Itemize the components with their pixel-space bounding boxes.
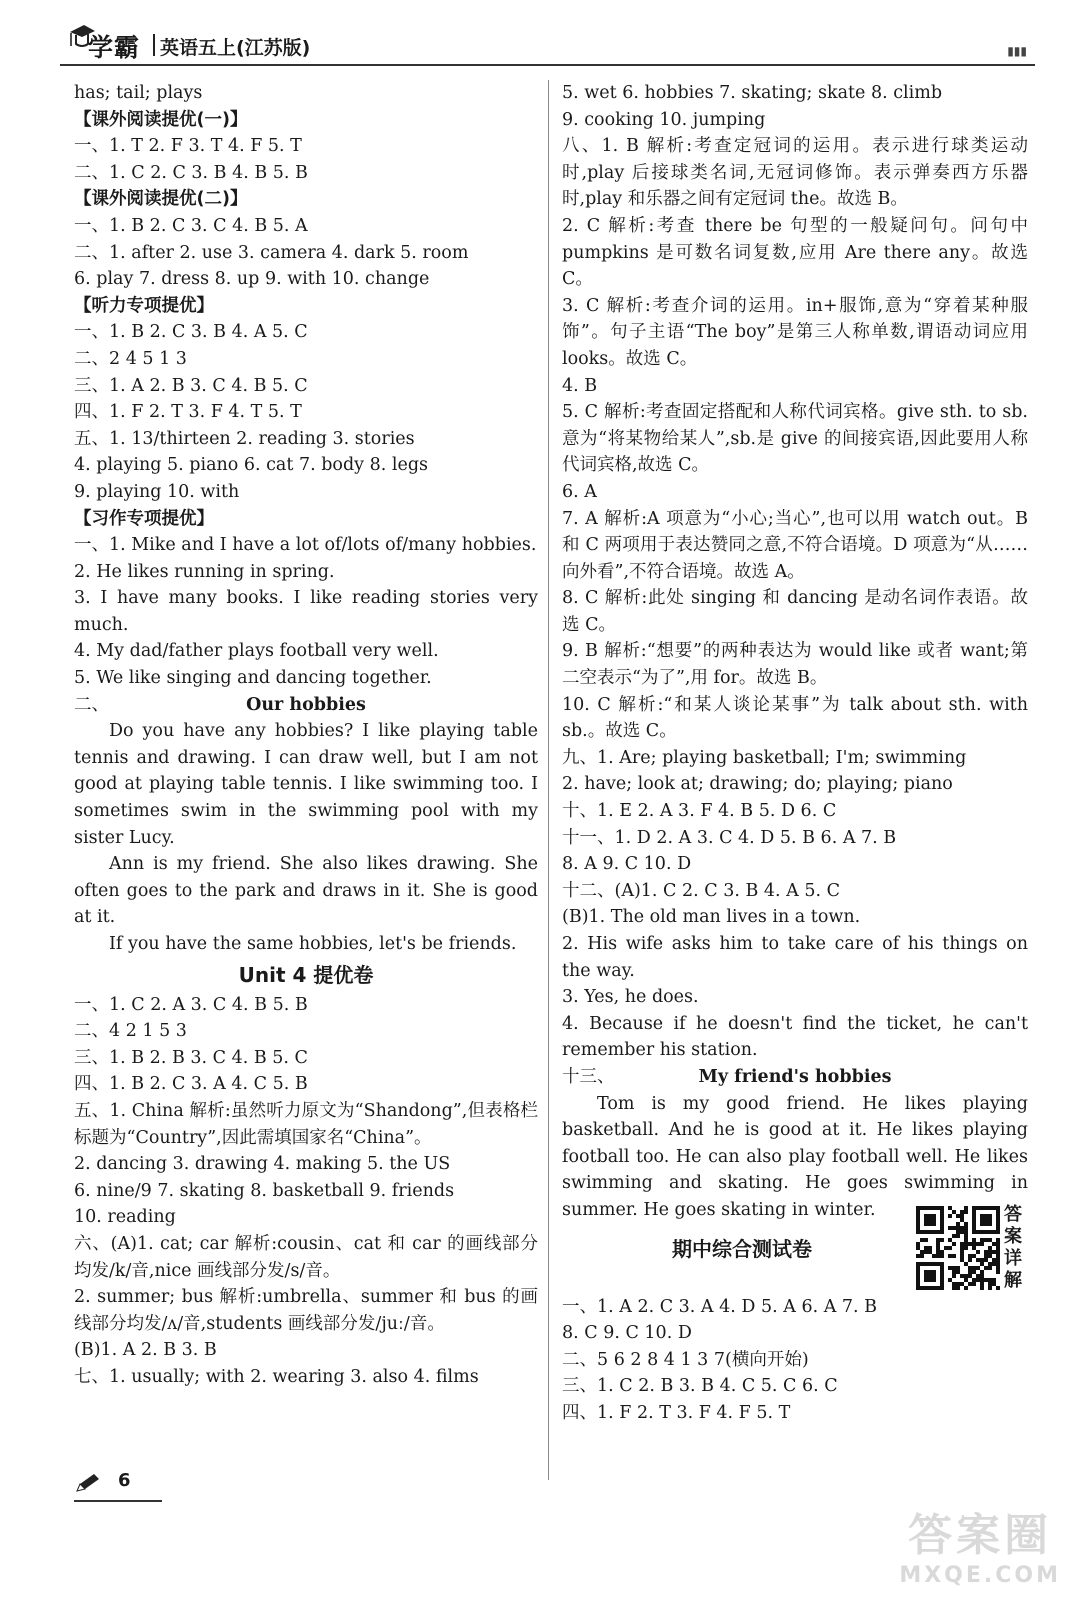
answer-line: 四、1. B 2. C 3. A 4. C 5. B [74, 1074, 308, 1095]
answer-line: 4. playing 5. piano 6. cat 7. body 8. legs [74, 455, 429, 476]
answer-line: 四、1. F 2. T 3. F 4. T 5. T [74, 402, 302, 423]
answer-line: 4. B [562, 375, 598, 396]
answer-line: 二、1. C 2. C 3. B 4. B 5. B [74, 162, 308, 183]
section-number: 二、 [74, 694, 109, 715]
answer-line: 一、1. C 2. A 3. C 4. B 5. B [74, 994, 308, 1015]
answer-line: 2. He likes running in spring. [74, 561, 335, 582]
answer-line: 9. cooking 10. jumping [562, 109, 766, 130]
answer-text: 3. I have many books. I like reading stories very much. [74, 588, 538, 635]
answer-line: 2. have; look at; drawing; do; playing; piano [562, 774, 953, 795]
book-title: 英语五上(江苏版) [160, 37, 311, 59]
answer-text: 八、1. B 解析:考查定冠词的运用。表示进行球类运动时,play 后接球类名词,无冠词修饰。表示弹奏西方乐器时,play 和乐器之间有定冠词 the。故选 B。 [562, 136, 1028, 210]
essay-paragraph: Tom is my good friend. He likes playing basketball. And he is good at it. He likes playing football too. He can also play football well. He likes swimming and skating. He goes swimming in summer. He goes skating in winter. [562, 1093, 1028, 1220]
page-footer [74, 1468, 162, 1502]
pencil-icon [74, 1472, 102, 1494]
answer-text: 五、1. China 解析:虽然听力原文为“Shandong”,但表格栏标题为“Country”,因此需填国家名“China”。 [74, 1100, 538, 1148]
answer-text: 10. C 解析:“和某人谈论某事”为 talk about sth. with sb.。故选 C。 [562, 694, 1028, 742]
section-number: 十三、 [562, 1066, 615, 1087]
answer-line: 一、1. A 2. C 3. A 4. D 5. A 6. A 7. B [562, 1296, 878, 1317]
answer-text: 5. C 解析:考查固定搭配和人称代词宾格。give sth. to sb. 意为“将某物给某人”,sb.是 give 的间接宾语,因此要用人称代词宾格,故选 C。 [562, 402, 1028, 476]
essay-heading [562, 1064, 1028, 1091]
essay-paragraph: Ann is my friend. She also likes drawing. She often goes to the park and draws in it. She is good at it. [74, 854, 538, 928]
essay-paragraph: Do you have any hobbies? I like playing table tennis and drawing. I can draw well, but I am not good at playing table tennis. I like swimming too. I sometimes swim in the swimming pool with my sister Lucy. [74, 721, 538, 848]
essay-paragraph: If you have the same hobbies, let's be friends. [109, 934, 517, 954]
answer-text: 9. B 解析:“想要”的两种表达为 would like 或者 want;第二空表示“为了”,用 for。故选 B。 [562, 641, 1028, 689]
answer-text: 六、(A)1. cat; car 解析:cousin、cat 和 car 的画线部分均发/k/音,nice 画线部分发/s/音。 [74, 1233, 538, 1281]
qr-code-icon[interactable] [916, 1206, 1000, 1290]
answer-line: 3. Yes, he does. [562, 987, 699, 1008]
answer-line: 十二、(A)1. C 2. C 3. B 4. A 5. C [562, 880, 841, 901]
watermark [899, 1499, 1061, 1588]
answer-line: 五、1. 13/thirteen 2. reading 3. stories [74, 428, 415, 449]
answer-line: has; tail; plays [74, 83, 203, 103]
answer-text: 3. C 解析:考查介词的运用。in+服饰,意为“穿着某种服饰”。句子主语“The boy”是第三人称单数,谓语动词应用 looks。故选 C。 [562, 295, 1028, 369]
section-heading: 【听力专项提优】 [74, 295, 214, 316]
answer-line: 十、1. E 2. A 3. F 4. B 5. D 6. C [562, 801, 837, 822]
answer-line: (B)1. The old man lives in a town. [562, 907, 861, 928]
essay-title: My friend's hobbies [698, 1066, 892, 1087]
answer-line: 5. We like singing and dancing together. [74, 668, 432, 689]
answer-line: 七、1. usually; with 2. wearing 3. also 4. films [74, 1366, 479, 1387]
answer-line: 九、1. Are; playing basketball; I'm; swimming [562, 747, 967, 768]
column-divider [548, 80, 549, 1480]
brand-logo: 学霸 [88, 33, 141, 62]
essay-title: Our hobbies [246, 694, 366, 715]
qr-label: 答案详解 [1004, 1203, 1022, 1291]
answer-line: 一、1. T 2. F 3. T 4. F 5. T [74, 136, 302, 157]
answer-line: 十一、1. D 2. A 3. C 4. D 5. B 6. A 7. B [562, 827, 897, 848]
section-heading: 【习作专项提优】 [74, 508, 214, 529]
corner-mark-icon: ▮▮▮ [1007, 44, 1027, 58]
answer-text: 2. summer; bus 解析:umbrella、summer 和 bus 的画线部分均发/ʌ/音,students 画线部分发/juː/音。 [74, 1287, 538, 1334]
answer-line: 二、4 2 1 5 3 [74, 1021, 187, 1042]
answer-line: (B)1. A 2. B 3. B [74, 1340, 217, 1361]
answer-line: 6. nine/9 7. skating 8. basketball 9. friends [74, 1180, 455, 1201]
right-column [562, 80, 1028, 1427]
answer-line: 6. play 7. dress 8. up 9. with 10. change [74, 269, 430, 290]
answer-text: 2. C 解析:考查 there be 句型的一般疑问句。问句中 pumpkins 是可数名词复数,应用 Are there any。故选 C。 [562, 215, 1028, 290]
test-title-row [562, 1203, 1028, 1294]
title-separator [153, 34, 155, 56]
answer-text: 8. C 解析:此处 singing 和 dancing 是动名词作表语。故选 C。 [562, 588, 1028, 635]
answer-line: 6. A [562, 481, 597, 502]
test-title: 期中综合测试卷 [672, 1236, 812, 1261]
answer-line: 三、1. A 2. B 3. C 4. B 5. C [74, 375, 308, 396]
section-heading: 【课外阅读提优(二)】 [74, 189, 248, 210]
answer-line: 2. dancing 3. drawing 4. making 5. the US [74, 1154, 451, 1175]
section-heading: 【课外阅读提优(一)】 [74, 109, 248, 130]
answer-line: 二、2 4 5 1 3 [74, 348, 187, 369]
answer-line: 8. A 9. C 10. D [562, 854, 692, 875]
answer-line: 4. My dad/father plays football very well. [74, 641, 439, 662]
answer-text: 2. His wife asks him to take care of his things on the way. [562, 934, 1028, 981]
answer-line: 10. reading [74, 1207, 176, 1228]
watermark-logo: 答案圈 [908, 1510, 1053, 1561]
answer-text: 一、1. Mike and I have a lot of/lots of/many hobbies. [74, 535, 537, 556]
answer-line: 二、5 6 2 8 4 1 3 7(横向开始) [562, 1349, 809, 1370]
answer-line: 9. playing 10. with [74, 481, 240, 502]
unit-title: Unit 4 提优卷 [238, 962, 374, 987]
answer-line: 二、1. after 2. use 3. camera 4. dark 5. room [74, 242, 469, 263]
answer-line: 一、1. B 2. C 3. C 4. B 5. A [74, 215, 308, 236]
page-header [60, 18, 1035, 66]
answer-line: 8. C 9. C 10. D [562, 1323, 692, 1344]
answer-line: 三、1. C 2. B 3. B 4. C 5. C 6. C [562, 1376, 838, 1397]
watermark-url: MXQE.COM [899, 1563, 1061, 1588]
essay-heading [74, 692, 538, 719]
answer-line: 四、1. F 2. T 3. F 4. F 5. T [562, 1402, 791, 1423]
answer-line: 一、1. B 2. C 3. B 4. A 5. C [74, 322, 308, 343]
answer-text: 7. A 解析:A 项意为“小心;当心”,也可以用 watch out。B 和 C 两项用于表达赞同之意,不符合语境。D 项意为“从……向外看”,不符合语境。故选 A。 [562, 508, 1028, 582]
page-number: 6 [118, 1470, 131, 1491]
left-column [74, 80, 538, 1391]
answer-line: 三、1. B 2. B 3. C 4. B 5. C [74, 1047, 308, 1068]
answer-line: 5. wet 6. hobbies 7. skating; skate 8. climb [562, 83, 943, 103]
answer-text: 4. Because if he doesn't find the ticket, he can't remember his station. [562, 1013, 1028, 1061]
